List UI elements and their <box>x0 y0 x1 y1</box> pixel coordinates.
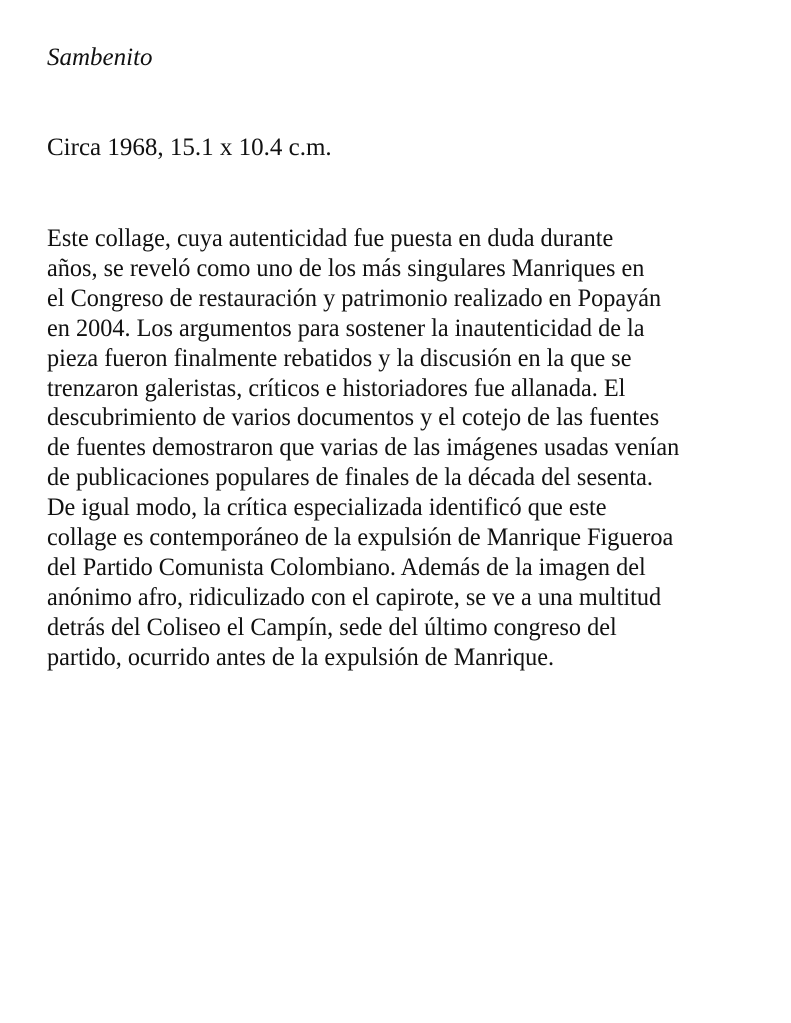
artwork-details: Circa 1968, 15.1 x 10.4 c.m. <box>47 134 332 161</box>
paragraph-line: descubrimiento de varios documentos y el cotejo de las fuentes <box>47 404 660 432</box>
paragraph-line: collage es contemporáneo de la expulsión de Manrique Figueroa <box>47 524 674 552</box>
description-paragraph <box>47 224 699 673</box>
paragraph-line: en 2004. Los argumentos para sostener la inautenticidad de la <box>47 314 645 342</box>
paragraph-line: trenzaron galeristas, críticos e historiadores fue allanada. El <box>47 374 626 402</box>
paragraph-line: detrás del Coliseo el Campín, sede del último congreso del <box>47 613 617 641</box>
paragraph-line: de publicaciones populares de finales de la década del sesenta. <box>47 464 653 492</box>
paragraph-line: de fuentes demostraron que varias de las imágenes usadas venían <box>47 434 680 462</box>
paragraph-line: partido, ocurrido antes de la expulsión de Manrique. <box>47 643 555 671</box>
paragraph-line: Este collage, cuya autenticidad fue puesta en duda durante <box>47 225 614 252</box>
paragraph-line: el Congreso de restauración y patrimonio realizado en Popayán <box>47 284 662 312</box>
paragraph-line: De igual modo, la crítica especializada identificó que este <box>47 494 607 522</box>
paragraph-line: del Partido Comunista Colombiano. Además de la imagen del <box>47 553 646 581</box>
paragraph-line: anónimo afro, ridiculizado con el capirote, se ve a una multitud <box>47 583 662 611</box>
paragraph-line: pieza fueron finalmente rebatidos y la discusión en la que se <box>47 344 632 372</box>
artwork-title: Sambenito <box>47 44 153 71</box>
paragraph-line: años, se reveló como uno de los más singulares Manriques en <box>47 254 645 282</box>
